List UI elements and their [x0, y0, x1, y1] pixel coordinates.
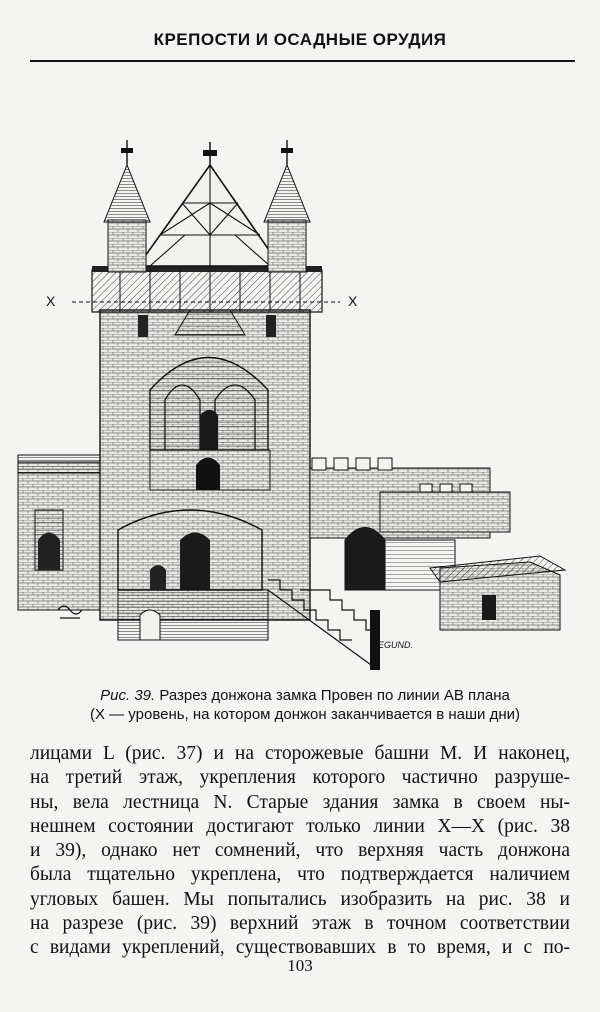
body-line: угловых башен. Мы попытались изобразить на рис. 38 и — [30, 888, 570, 910]
left-turret — [108, 220, 146, 272]
engraving-svg — [0, 70, 600, 685]
body-line: ны, вела лестница N. Старые здания замка в своем ны- — [30, 791, 570, 813]
left-crenellations — [18, 455, 113, 473]
body-line: и 39), однако нет сомнений, что верхняя часть донжона — [30, 840, 570, 862]
body-line: нешнем состоянии достигают только линии X—X (рис. 38 — [30, 815, 570, 837]
left-turret-roof — [104, 165, 150, 222]
caption-line-1 — [30, 686, 580, 705]
left-curtain-wall — [18, 462, 113, 610]
running-header: КРЕПОСТИ И ОСАДНЫЕ ОРУДИЯ — [153, 30, 447, 49]
figure-caption — [30, 686, 580, 724]
caption-line-2: (X — уровень, на котором донжон заканчивается в наши дни) — [89, 706, 521, 723]
right-turret — [268, 220, 306, 272]
caption-label: Рис. 39. — [100, 687, 156, 704]
caption-text-1: Разрез донжона замка Провен по линии АВ плана — [159, 687, 510, 704]
central-roof — [138, 165, 280, 266]
right-turret-roof — [264, 165, 310, 222]
body-line: на третий этаж, укрепления которого частично разруше- — [30, 767, 570, 789]
body-line: была тщательно укреплена, что подтверждается наличием — [30, 864, 570, 886]
page-number: 103 — [287, 956, 313, 975]
level-marker-left: X — [46, 293, 56, 309]
castle-section-engraving — [0, 70, 600, 685]
upper-gallery — [92, 270, 322, 312]
body-line: с видами укреплений, существовавших в то время, и с по- — [30, 937, 570, 959]
level-marker-right: X — [348, 293, 358, 309]
body-line: лицами L (рис. 37) и на сторожевые башни М. И наконец, — [30, 743, 570, 764]
right-passage-arch — [345, 528, 385, 591]
header-rule — [30, 60, 575, 62]
engraver-signature: PEGUND. — [372, 640, 414, 650]
body-line: на разрезе (рис. 39) верхний этаж в точном соответствии — [30, 913, 570, 935]
body-paragraph — [30, 742, 570, 961]
